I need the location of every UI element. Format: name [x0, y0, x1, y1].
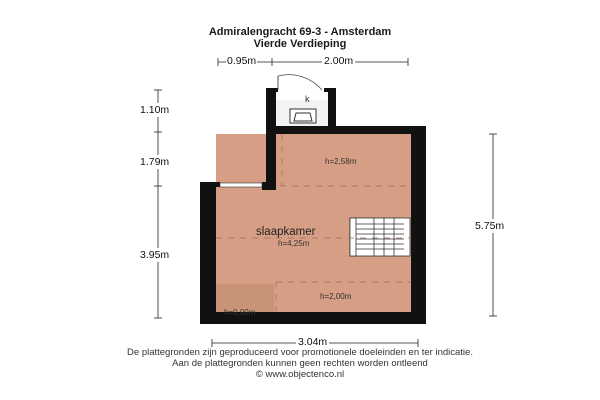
- dimension-right-height: 5.75m: [475, 220, 505, 232]
- room-height-upper: h=2,58m: [325, 157, 357, 166]
- footer-disclaimer-line2: Aan de plattegronden kunnen geen rechten worden ontleend: [172, 358, 428, 369]
- room-height-main: h=4,25m: [278, 239, 310, 248]
- dimension-left-middle: 1.79m: [140, 156, 170, 168]
- footer-copyright: © www.objectenco.nl: [255, 369, 345, 380]
- dimension-top-right: 2.00m: [324, 55, 354, 67]
- kitchen-label: k: [305, 94, 310, 104]
- dimension-bottom-width: 3.04m: [298, 336, 328, 348]
- kitchen-sink-icon: [290, 109, 316, 123]
- dimension-top-left: 0.95m: [227, 55, 257, 67]
- window-left: [220, 183, 262, 187]
- room-name-slaapkamer: slaapkamer: [256, 226, 316, 238]
- plan-title-floor: Vierde Verdieping: [253, 38, 347, 50]
- room-height-lower-right: h=2,00m: [320, 292, 352, 301]
- staircase-icon: [350, 218, 410, 256]
- door-swing-kitchen: [278, 75, 322, 90]
- dimension-left-top: 1.10m: [140, 104, 170, 116]
- plan-title-address: Admiralengracht 69-3 - Amsterdam: [208, 26, 392, 38]
- room-height-lower-left: h=0,00m: [224, 308, 256, 317]
- dimension-left-bottom: 3.95m: [140, 249, 170, 261]
- footer-disclaimer-line1: De plattegronden zijn geproduceerd voor promotionele doeleinden en ter indicatie.: [127, 347, 473, 358]
